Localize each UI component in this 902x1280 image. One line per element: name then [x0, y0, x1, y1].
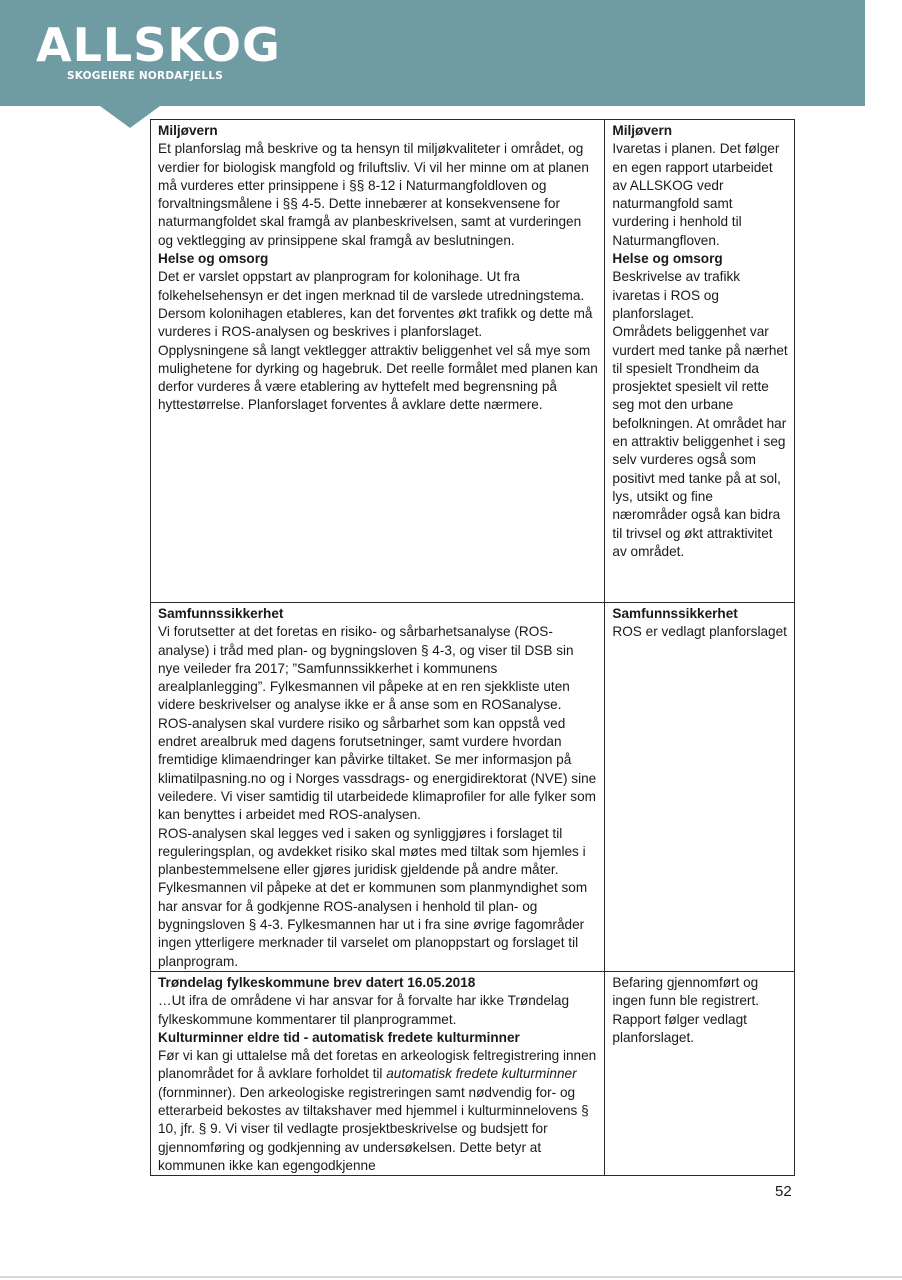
- page-margin: [865, 0, 902, 1280]
- section-heading: Helse og omsorg: [158, 251, 269, 267]
- table-cell-response: [605, 603, 795, 972]
- paragraph: …Ut ifra de områdene vi har ansvar for å forvalte har ikke Trøndelag fylkeskommune kommentarer til planprogrammet.: [158, 993, 570, 1027]
- section-heading: Samfunnssikkerhet: [612, 606, 738, 621]
- table-row: [151, 971, 795, 1175]
- section-heading: Helse og omsorg: [612, 251, 723, 267]
- table-row: [151, 120, 795, 603]
- paragraph: Det er varslet oppstart av planprogram for kolonihage. Ut fra folkehelsehensyn er det ingen merknad til de varslede utredningstema. Dersom kolonihagen etableres, kan det forventes økt trafikk og dette må vurderes i ROS-analysen og beskrives i planforslaget.: [158, 269, 593, 340]
- section-heading: Miljøvern: [612, 123, 673, 138]
- paragraph: ROS er vedlagt planforslaget: [612, 624, 787, 640]
- page-number: 52: [775, 1183, 792, 1200]
- paragraph: Befaring gjennomført og ingen funn ble registrert. Rapport følger vedlagt planforslaget.: [612, 974, 760, 1045]
- table-row: [151, 603, 795, 972]
- paragraph: ROS-analysen skal legges ved i saken og synliggjøres i forslaget til reguleringsplan, og avdekket risiko skal møtes med tiltak som hjemles i planbestemmelsene eller gjøres juridisk gjeldende på andre måter. Fylkesmannen vil påpeke at det er kommunen som planmyndighet som har ansvar for å godkjenne ROS-analysen i henhold til plan- og bygningsloven § 4-3. Fylkesmannen har ut i fra sine øvrige fagområder ingen ytterligere merknader til varselet om planoppstart og forslaget til planprogram.: [158, 825, 588, 969]
- paragraph: Et planforslag må beskrive og ta hensyn til miljøkvaliteter i området, og verdier for biologisk mangfold og friluftsliv. Vi vil her minne om at planen må vurderes etter prinsippene i §§ 8-12 i Naturmangfoldloven og forvaltningsmålene i §§ 4-5. Dette innebærer at konsekvensene for naturmangfoldet skal framgå av planbeskrivelsen, samt at vurderingen og vektlegging av prinsippene skal framgå av beslutningen.: [158, 141, 589, 248]
- table-cell-statement: [151, 603, 605, 972]
- section-heading: Samfunnssikkerhet: [158, 606, 284, 621]
- paragraph: Opplysningene så langt vektlegger attraktiv beliggenhet vel så mye som mulighetene for dyrking og hagebruk. Det reelle formålet med planen kan derfor vurderes å være etablering av hyttefelt med begrensning på hyttestørrelse. Planforslaget forventes å avklare dette nærmere.: [158, 342, 598, 413]
- paragraph: Beskrivelse av trafikk ivaretas i ROS og planforslaget.: [612, 269, 741, 321]
- table-cell-response: [605, 971, 795, 1175]
- section-heading: Miljøvern: [158, 123, 218, 138]
- paragraph: [158, 1047, 598, 1175]
- table-cell-response: [605, 120, 795, 603]
- section-heading: Kulturminner eldre tid - automatisk fredete kulturminner: [158, 1029, 520, 1045]
- logo-subtitle: SKOGEIERE NORDAFJELLS: [67, 70, 223, 82]
- italic-term: automatisk fredete kulturminner: [386, 1066, 577, 1082]
- logo-title: ALLSKOG: [36, 18, 281, 72]
- page-bottom-divider: [0, 1276, 902, 1278]
- paragraph-text: (fornminner). Den arkeologiske registreringen samt nødvendig for- og etterarbeid bekostes av tiltakshaver med hjemmel i kulturminnelovens § 10, jfr. § 9. Vi viser til vedlagte prosjektbeskrivelse og budsjett for gjennomføring og godkjenning av undersøkelsen. Dette betyr at kommunen ikke kan egengodkjenne: [158, 1084, 589, 1173]
- comments-table: [150, 119, 795, 1176]
- table-cell-statement: [151, 971, 605, 1175]
- paragraph: Vi forutsetter at det foretas en risiko- og sårbarhetsanalyse (ROS-analyse) i tråd med plan- og bygningsloven § 4-3, og viser til DSB sin nye veileder fra 2017; ”Samfunnssikkerhet i kommunens arealplanlegging”. Fylkesmannen vil påpeke at en ren sjekkliste uten videre beskrivelser og analyse ikke er å anse som en ROSanalyse. ROS-analysen skal vurdere risiko og sårbarhet som kan oppstå ved endret arealbruk med dagens forutsetninger, samt vurdere hvordan fremtidige klimaendringer kan påvirke tiltaket. Se mer informasjon på klimatilpasning.no og i Norges vassdrags- og energidirektorat (NVE) sine veiledere. Vi viser samtidig til utarbeidede klimaprofiler for alle fylker som kan benyttes i arbeidet med ROS-analysen.: [158, 624, 597, 823]
- section-heading: Trøndelag fylkeskommune brev datert 16.05.2018: [158, 974, 476, 990]
- table-cell-statement: [151, 120, 605, 603]
- paragraph: Områdets beliggenhet var vurdert med tanke på nærhet til spesielt Trondheim da prosjektet spesielt vil rette seg mot den urbane befolkningen. At området har en attraktiv beliggenhet i seg selv vurderes også som positivt med tanke på at sol, lys, utsikt og fine nærområder også kan bidra til trivsel og økt attraktivitet av området.: [612, 324, 788, 559]
- header-banner: [0, 0, 865, 106]
- paragraph: Ivaretas i planen. Det følger en egen rapport utarbeidet av ALLSKOG vedr naturmangfold samt vurdering i henhold til Naturmangfloven.: [612, 141, 780, 248]
- paragraph-text: Før vi kan gi uttalelse må det foretas en arkeologisk feltregistrering innen planområdet for å avklare forholdet til: [158, 1048, 597, 1082]
